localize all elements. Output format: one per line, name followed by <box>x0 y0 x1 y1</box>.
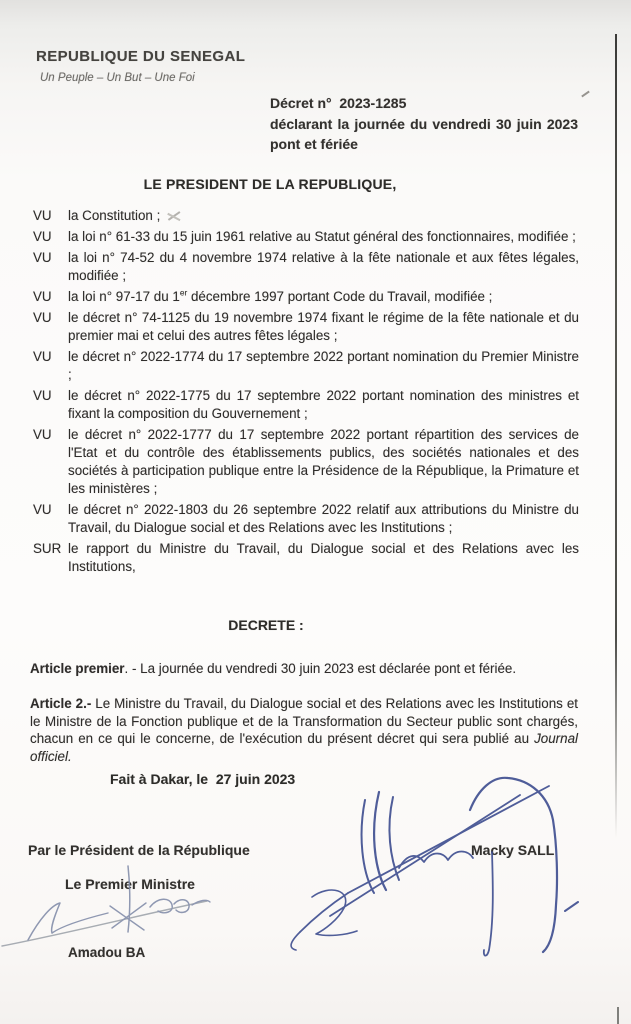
visa-text: la loi n° 74-52 du 4 novembre 1974 relative à la fête nationale et aux fêtes légales, modifiée ; <box>68 250 579 283</box>
national-motto: Un Peuple – Un But – Une Foi <box>40 72 195 84</box>
visa-row <box>33 426 579 498</box>
visa-row <box>33 249 579 285</box>
visa-text: le décret n° 2022-1775 du 17 septembre 2022 portant nomination des ministres et fixant la composition du Gouvernement ; <box>68 388 579 421</box>
scan-edge-line <box>615 34 617 838</box>
visa-row <box>33 501 579 537</box>
visa-text: la loi n° 61-33 du 15 juin 1961 relative au Statut général des fonctionnaires, modifiée ; <box>68 229 576 244</box>
visa-text: le décret n° 2022-1803 du 26 septembre 2022 relatif aux attributions du Ministre du Travail, du Dialogue social et des Relations avec les Institutions ; <box>68 502 579 535</box>
visa-text: la loi n° 97-17 du 1er décembre 1997 portant Code du Travail, modifiée ; <box>68 287 493 304</box>
article-premier-paragraph: Article premier. - La journée du vendredi 30 juin 2023 est déclarée pont et fériée. <box>30 661 517 677</box>
article-2-paragraph: Article 2.- Le Ministre du Travail, du Dialogue social et des Relations avec les Institutions et le Ministre de la Fonction publique et de la Transformation du Secteur public sont chargés, chacun en ce qui le concerne, de l'exécution du présent décret qui sera publié au Journal officiel. <box>30 696 578 764</box>
president-signature-icon <box>291 778 578 956</box>
visa-text: la Constitution ; <box>68 207 579 225</box>
decree-title-block <box>270 93 578 155</box>
visa-label: VU <box>33 229 52 244</box>
visa-text: le décret n° 74-1125 du 19 novembre 1974 fixant le régime de la fête nationale et du premier mai et celui des autres fêtes légales ; <box>68 310 579 343</box>
visa-text: le décret n° 2022-1777 du 17 septembre 2022 portant répartition des services de l'Etat et du contrôle des établissements publics, des sociétés nationales et des sociétés à participation publique entre la Présidence de la République, la Primature et les ministères ; <box>68 427 579 496</box>
visas-list <box>33 207 579 579</box>
visa-label: VU <box>33 349 52 364</box>
visa-label: VU <box>33 208 52 223</box>
handwritten-scribble <box>165 210 183 222</box>
president-name: Macky SALL <box>471 842 555 858</box>
decrete-heading: DECRETE : <box>228 617 304 633</box>
date-place-line: Fait à Dakar, le 27 juin 2023 <box>110 771 296 787</box>
visa-row <box>33 207 579 225</box>
visa-row <box>33 288 579 306</box>
visa-label: VU <box>33 427 52 442</box>
visa-row <box>33 540 579 576</box>
visa-row <box>33 228 579 246</box>
visa-label: VU <box>33 310 52 325</box>
visa-row <box>33 387 579 423</box>
country-title: REPUBLIQUE DU SENEGAL <box>36 48 246 65</box>
scan-speck <box>581 91 590 98</box>
visa-label: VU <box>33 502 52 517</box>
visa-row <box>33 348 579 384</box>
decree-subject: déclarant la journée du vendredi 30 juin 2023 pont et fériée <box>270 115 578 152</box>
visa-label: VU <box>33 250 52 265</box>
visa-label: SUR <box>33 541 62 556</box>
visa-label: VU <box>33 289 52 304</box>
visa-text: le rapport du Ministre du Travail, du Dialogue social et des Relations avec les Institutions, <box>68 541 579 574</box>
decree-number: Décret n° 2023-1285 <box>270 95 407 111</box>
visa-row <box>33 309 579 345</box>
by-president-label: Par le Président de la République <box>28 842 250 858</box>
visa-text: le décret n° 2022-1774 du 17 septembre 2022 portant nomination du Premier Ministre ; <box>68 349 579 382</box>
visa-label: VU <box>33 388 52 403</box>
scan-edge-line-bottom <box>617 1007 619 1024</box>
prime-minister-title: Le Premier Ministre <box>65 876 195 892</box>
prime-minister-name: Amadou BA <box>68 945 146 960</box>
salutation-heading: LE PRESIDENT DE LA REPUBLIQUE, <box>143 176 397 192</box>
